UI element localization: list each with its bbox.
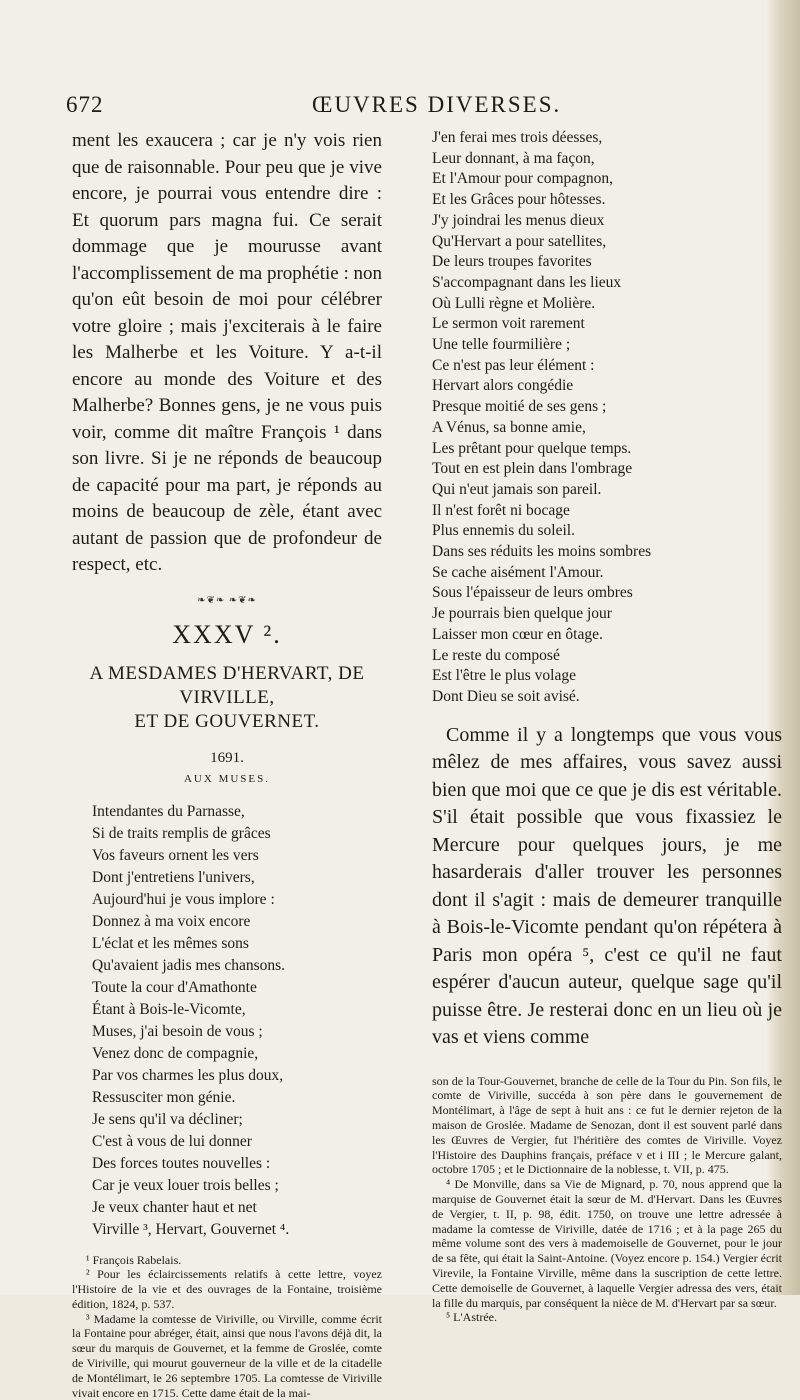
- verse-line: Toute la cour d'Amathonte: [92, 977, 382, 999]
- page-number: 672: [66, 92, 104, 118]
- verse-line: Je veux chanter haut et net: [92, 1197, 382, 1219]
- poem-right: [432, 128, 782, 708]
- footnote: ¹ François Rabelais.: [72, 1253, 382, 1268]
- verse-line: Dont j'entretiens l'univers,: [92, 867, 382, 889]
- right-column: [432, 128, 782, 1325]
- verse-line: Muses, j'ai besoin de vous ;: [92, 1021, 382, 1043]
- verse-line: Qu'Hervart a pour satellites,: [432, 232, 782, 253]
- verse-line: Donnez à ma voix encore: [92, 911, 382, 933]
- verse-line: Venez donc de compagnie,: [92, 1043, 382, 1065]
- verse-line: Tout en est plein dans l'ombrage: [432, 459, 782, 480]
- verse-line: Ressusciter mon génie.: [92, 1087, 382, 1109]
- verse-line: Sous l'épaisseur de leurs ombres: [432, 583, 782, 604]
- verse-line: Où Lulli règne et Molière.: [432, 294, 782, 315]
- running-title: ŒUVRES DIVERSES.: [312, 92, 561, 118]
- footnote-continued: son de la Tour-Gouvernet, branche de celle de la Tour du Pin. Son fils, le comte de Viriville, succéda à son père dans le gouvernement de Montélimart, à l'âge de sept à huit ans : ce fut le dernier rejeton de la maison de Groslée. Madame de Senozan, dont il est souvent parlé dans les Œuvres de Vergier, fut l'héritière des comtes de Viriville. Voyez l'Histoire des Dauphins français, préface v et i III ; le Mercure galant, octobre 1705 ; et le Dictionnaire de la noblesse, t. VII, p. 475.: [432, 1074, 782, 1178]
- verse-line: L'éclat et les mêmes sons: [92, 933, 382, 955]
- verse-line: Le sermon voit rarement: [432, 314, 782, 335]
- section-title-line: ET DE GOUVERNET.: [72, 710, 382, 734]
- verse-line: Je sens qu'il va décliner;: [92, 1109, 382, 1131]
- section-ornament: ❧❦❧ ❧❦❧: [72, 595, 382, 606]
- verse-line: Par vos charmes les plus doux,: [92, 1065, 382, 1087]
- verse-line: Plus ennemis du soleil.: [432, 521, 782, 542]
- verse-line: Le reste du composé: [432, 646, 782, 667]
- letter-year: 1691.: [72, 750, 382, 767]
- footnote: ⁵ L'Astrée.: [432, 1310, 782, 1325]
- verse-line: Si de traits remplis de grâces: [92, 823, 382, 845]
- verse-line: Se cache aisément l'Amour.: [432, 563, 782, 584]
- verse-line: Presque moitié de ses gens ;: [432, 397, 782, 418]
- verse-line: Des forces toutes nouvelles :: [92, 1153, 382, 1175]
- verse-line: A Vénus, sa bonne amie,: [432, 418, 782, 439]
- verse-line: Virville ³, Hervart, Gouvernet ⁴.: [92, 1219, 382, 1241]
- footnotes-left: [72, 1253, 382, 1400]
- verse-line: Étant à Bois-le-Vicomte,: [92, 999, 382, 1021]
- intro-paragraph: ment les exaucera ; car je n'y vois rien que de raisonnable. Pour peu que je vive encore, je pourrai vous entendre dire : Et quorum pars magna fui. Ce serait dommage que je mourusse avant l'accomplissement de ma prophétie : non qu'on eût besoin de moi pour célébrer votre gloire ; mais j'exciterais à le faire les Malherbe et les Voiture. Y a-t-il encore au monde des Voiture et des Malherbe? Bonnes gens, je ne vous puis voir, comme dit maître François ¹ dans son livre. Si je ne réponds de beaucoup de capacité pour ma part, je réponds au moins de beaucoup de zèle, étant avec autant de passion que de profondeur de respect, etc.: [72, 128, 382, 579]
- section-number: XXXV ².: [72, 620, 382, 650]
- verse-line: C'est à vous de lui donner: [92, 1131, 382, 1153]
- verse-line: Une telle fourmilière ;: [432, 335, 782, 356]
- verse-line: Dont Dieu se soit avisé.: [432, 687, 782, 708]
- verse-line: Les prêtant pour quelque temps.: [432, 439, 782, 460]
- verse-line: Qui n'eut jamais son pareil.: [432, 480, 782, 501]
- verse-line: Et les Grâces pour hôtesses.: [432, 190, 782, 211]
- footnotes-right: [432, 1074, 782, 1326]
- verse-line: J'y joindrai les menus dieux: [432, 211, 782, 232]
- verse-line: Car je veux louer trois belles ;: [92, 1175, 382, 1197]
- footnote: ² Pour les éclaircissements relatifs à cette lettre, voyez l'Histoire de la vie et des ouvrages de la Fontaine, troisième édition, 1824, p. 537.: [72, 1267, 382, 1311]
- verse-line: Il n'est forêt ni bocage: [432, 501, 782, 522]
- section-title: [72, 662, 382, 734]
- verse-line: Vos faveurs ornent les vers: [92, 845, 382, 867]
- verse-line: S'accompagnant dans les lieux: [432, 273, 782, 294]
- verse-line: Ce n'est pas leur élément :: [432, 356, 782, 377]
- footnote: ⁴ De Monville, dans sa Vie de Mignard, p. 70, nous apprend que la marquise de Gouvernet était la sœur de M. d'Hervart. Dans les Œuvres de Vergier, t. II, p. 98, édit. 1750, on trouve une lettre adressée à madame la comtesse de Viriville, datée de 1716 ; et à la page 265 du même volume sont des vers à mademoiselle de Gouvernet, pour le jour de sa fête, qui était la Saint-Antoine. (Voyez encore p. 154.) Vergier écrit Virevile, la Fontaine Virville, même dans la suscription de cette lettre. Cette demoiselle de Gouvernet, à laquelle Vergier adressa des vers, était la fille du marquis, par conséquent la nièce de M. d'Hervart par sa sœur.: [432, 1177, 782, 1310]
- page-header: [66, 92, 726, 122]
- verse-line: Qu'avaient jadis mes chansons.: [92, 955, 382, 977]
- verse-line: Intendantes du Parnasse,: [92, 801, 382, 823]
- left-column: [72, 128, 382, 1400]
- section-title-line: A MESDAMES D'HERVART, DE VIRVILLE,: [72, 662, 382, 710]
- verse-line: Et l'Amour pour compagnon,: [432, 169, 782, 190]
- verse-line: Est l'être le plus volage: [432, 666, 782, 687]
- poem-addressee: AUX MUSES.: [72, 773, 382, 785]
- verse-line: Je pourrais bien quelque jour: [432, 604, 782, 625]
- verse-line: J'en ferai mes trois déesses,: [432, 128, 782, 149]
- verse-line: Hervart alors congédie: [432, 376, 782, 397]
- verse-line: Aujourd'hui je vous implore :: [92, 889, 382, 911]
- verse-line: Laisser mon cœur en ôtage.: [432, 625, 782, 646]
- closing-paragraph: Comme il y a longtemps que vous vous mêlez de mes affaires, vous savez aussi bien que moi que ce que je dis est véritable. S'il était possible que vous fixassiez le Mercure pour quelques jours, je me hasarderais d'aller trouver les personnes dont il s'agit : mais de demeurer tranquille à Bois-le-Vicomte pendant qu'on répétera à Paris mon opéra ⁵, c'est ce qu'il ne faut espérer d'aucun auteur, quelque sage qu'il puisse être. Je resterai donc en un lieu où je vas et viens comme: [432, 722, 782, 1052]
- verse-line: Leur donnant, à ma façon,: [432, 149, 782, 170]
- poem-left: [72, 801, 382, 1241]
- verse-line: De leurs troupes favorites: [432, 252, 782, 273]
- verse-line: Dans ses réduits les moins sombres: [432, 542, 782, 563]
- footnote: ³ Madame la comtesse de Viriville, ou Virville, comme écrit la Fontaine pour abréger, était, ainsi que nous l'avons déjà dit, la sœur du marquis de Gouvernet, et la femme de Groslée, comte de Viriville, qui mourut gouverneur de la ville et de la citadelle de Montélimart, le 26 septembre 1705. La comtesse de Viriville vivait encore en 1715. Cette dame était de la mai-: [72, 1312, 382, 1400]
